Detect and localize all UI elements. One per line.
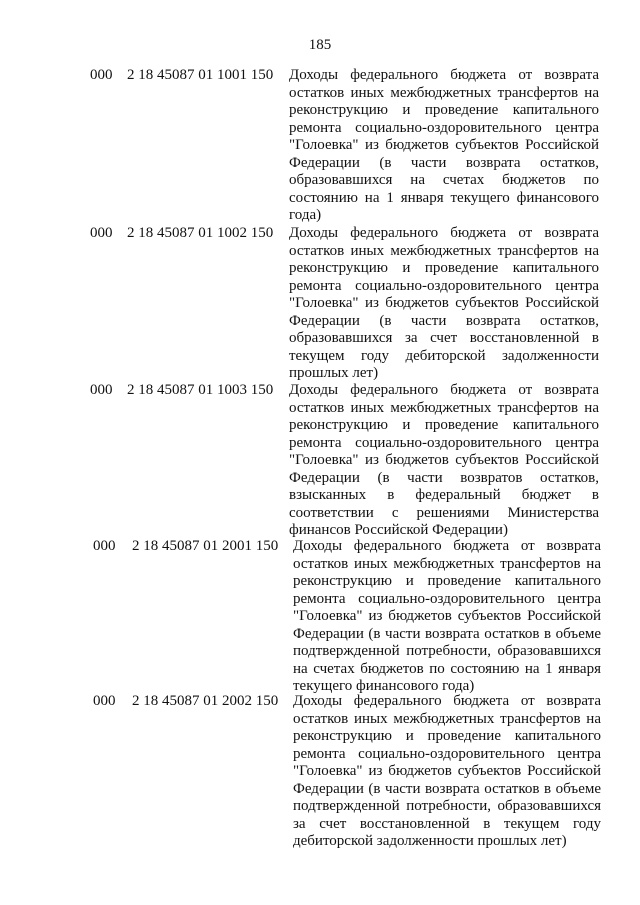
budget-classification-code: 2 18 45087 01 2001 150 xyxy=(132,538,279,554)
budget-classification-code: 2 18 45087 01 1001 150 xyxy=(127,67,274,83)
page-number: 185 xyxy=(308,37,332,53)
income-description: Доходы федерального бюджета от возврата остатков иных межбюджетных трансфертов на реконструкцию и проведение капитального ремонта социально-оздоровительного центра "Голоевка" из бюджетов субъектов Российской Федерации (в части возвратов остатков, взысканных в федеральный бюджет в соответствии с решениями Министерства финансов Российской Федерации) xyxy=(289,382,599,538)
income-description: Доходы федерального бюджета от возврата остатков иных межбюджетных трансфертов на реконструкцию и проведение капитального ремонта социально-оздоровительного центра "Голоевка" из бюджетов субъектов Российской Федерации (в части возврата остатков в объеме подтвержденной потребности, образовавшихся на счетах бюджетов по состоянию на 1 января текущего финансового года) xyxy=(293,538,601,694)
income-description: Доходы федерального бюджета от возврата остатков иных межбюджетных трансфертов на реконструкцию и проведение капитального ремонта социально-оздоровительного центра "Голоевка" из бюджетов субъектов Российской Федерации (в части возврата остатков в объеме подтвержденной потребности, образовавшихся за счет восстановленной в текущем году дебиторской задолженности прошлых лет) xyxy=(293,693,601,849)
administrator-code: 000 xyxy=(93,538,116,554)
income-description: Доходы федерального бюджета от возврата остатков иных межбюджетных трансфертов на реконструкцию и проведение капитального ремонта социально-оздоровительного центра "Голоевка" из бюджетов субъектов Российской Федерации (в части возврата остатков, образовавшихся на счетах бюджетов по состоянию на 1 января текущего финансового года) xyxy=(289,67,599,223)
administrator-code: 000 xyxy=(90,382,113,398)
budget-classification-code: 2 18 45087 01 1002 150 xyxy=(127,225,274,241)
administrator-code: 000 xyxy=(90,67,113,83)
budget-classification-code: 2 18 45087 01 2002 150 xyxy=(132,693,279,709)
administrator-code: 000 xyxy=(90,225,113,241)
budget-classification-code: 2 18 45087 01 1003 150 xyxy=(127,382,274,398)
income-description: Доходы федерального бюджета от возврата остатков иных межбюджетных трансфертов на реконструкцию и проведение капитального ремонта социально-оздоровительного центра "Голоевка" из бюджетов субъектов Российской Федерации (в части возврата остатков, образовавшихся за счет восстановленной в текущем году дебиторской задолженности прошлых лет) xyxy=(289,225,599,381)
administrator-code: 000 xyxy=(93,693,116,709)
